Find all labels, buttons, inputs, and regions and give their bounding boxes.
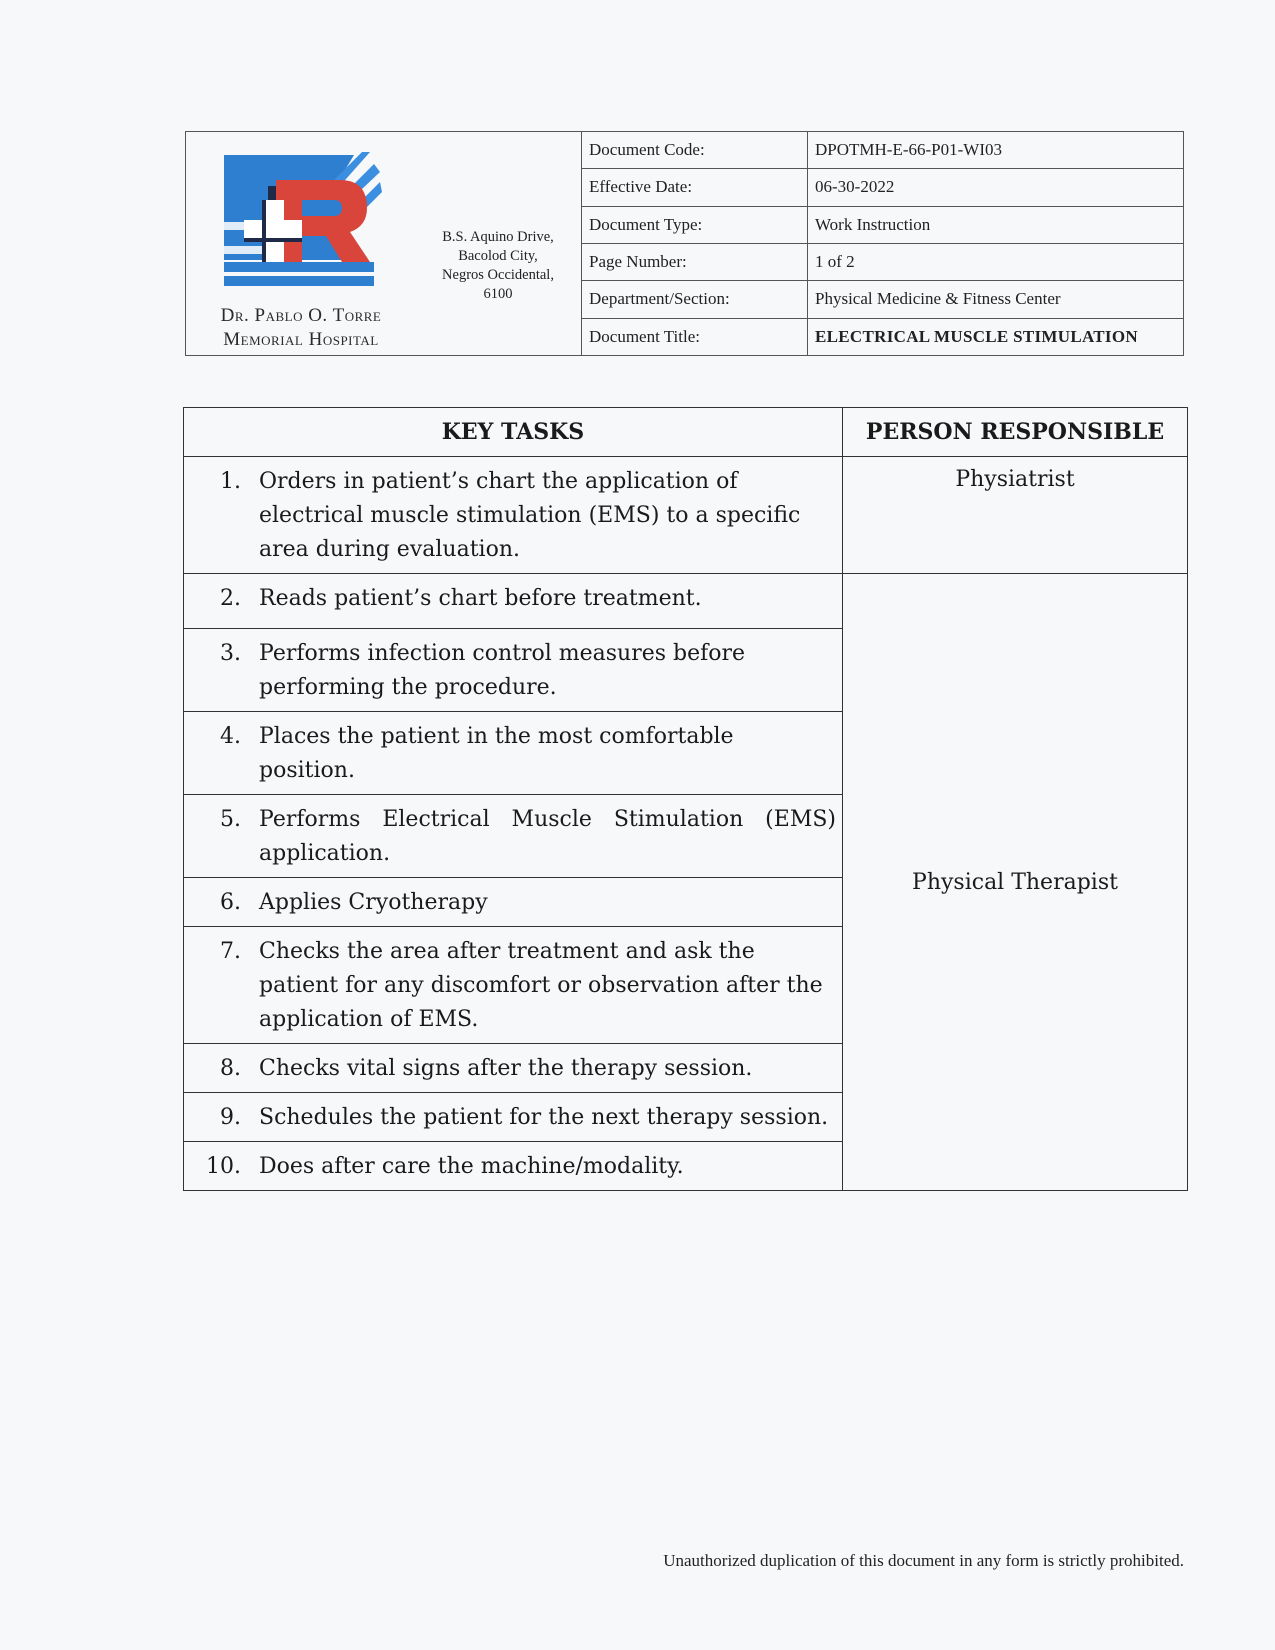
task-text: Places the patient in the most comfortable position. — [259, 724, 734, 783]
hospital-cross-logo-icon — [222, 150, 382, 300]
task-number: 10. — [206, 1154, 241, 1179]
task-text: Orders in patient’s chart the application of electrical muscle stimulation (EMS) to a specific area during evaluation. — [259, 469, 801, 562]
meta-row-document-code — [582, 132, 1183, 169]
key-tasks-header: KEY TASKS — [184, 408, 843, 457]
footer-disclaimer: Unauthorized duplication of this document in any form is strictly prohibited. — [663, 1551, 1184, 1570]
task-cell — [184, 574, 843, 629]
address-line: B.S. Aquino Drive, — [442, 229, 554, 245]
task-number: 6. — [220, 890, 241, 915]
task-number: 7. — [220, 939, 241, 964]
task-cell — [184, 712, 843, 795]
meta-row-page-number — [582, 244, 1183, 281]
person-physical-therapist: Physical Therapist — [843, 574, 1188, 1191]
table-row — [184, 574, 1188, 629]
hospital-name-line2: Memorial Hospital — [223, 329, 379, 350]
task-text: Performs Electrical Muscle Stimulation (EMS) application. — [259, 807, 836, 866]
meta-value: 06-30-2022 — [815, 177, 895, 197]
task-number: 4. — [220, 724, 241, 749]
meta-label: Document Code: — [582, 132, 808, 168]
task-text: Applies Cryotherapy — [259, 890, 488, 915]
meta-row-effective-date — [582, 169, 1183, 206]
hospital-name — [186, 304, 416, 352]
task-cell — [184, 1093, 843, 1142]
task-text: Checks the area after treatment and ask the patient for any discomfort or observation after the application of EMS. — [259, 939, 823, 1032]
meta-label: Department/Section: — [582, 281, 808, 317]
person-physiatrist: Physiatrist — [843, 457, 1188, 574]
document-title: ELECTRICAL MUSCLE STIMULATION — [815, 326, 1138, 346]
task-number: 1. — [220, 469, 241, 494]
task-cell — [184, 457, 843, 574]
task-cell — [184, 1044, 843, 1093]
task-text: Checks vital signs after the therapy session. — [259, 1056, 753, 1081]
task-number: 5. — [220, 807, 241, 832]
meta-label: Document Type: — [582, 207, 808, 243]
address-line: Bacolod City, — [458, 248, 538, 264]
task-text: Performs infection control measures before performing the procedure. — [259, 641, 746, 700]
task-cell — [184, 1142, 843, 1191]
meta-label: Document Title: — [582, 319, 808, 355]
meta-label: Effective Date: — [582, 169, 808, 205]
meta-row-document-type — [582, 207, 1183, 244]
meta-label: Page Number: — [582, 244, 808, 280]
task-number: 2. — [220, 586, 241, 611]
task-number: 8. — [220, 1056, 241, 1081]
key-tasks-table — [183, 407, 1188, 1191]
task-cell — [184, 927, 843, 1044]
person-responsible-header: PERSON RESPONSIBLE — [843, 408, 1188, 457]
document-meta-table — [582, 132, 1183, 355]
hospital-address — [418, 228, 578, 304]
task-cell — [184, 878, 843, 927]
meta-value: 1 of 2 — [815, 252, 855, 272]
document-header — [185, 131, 1184, 356]
task-text: Schedules the patient for the next therapy session. — [259, 1105, 829, 1130]
task-number: 9. — [220, 1105, 241, 1130]
meta-row-document-title — [582, 319, 1183, 355]
meta-row-department — [582, 281, 1183, 318]
table-row — [184, 457, 1188, 574]
meta-value: Work Instruction — [815, 214, 931, 234]
address-line: Negros Occidental, — [442, 267, 554, 283]
hospital-logo-cell — [186, 132, 582, 355]
task-number: 3. — [220, 641, 241, 666]
meta-value: Physical Medicine & Fitness Center — [815, 289, 1061, 309]
task-text: Does after care the machine/modality. — [259, 1154, 684, 1179]
task-text: Reads patient’s chart before treatment. — [259, 586, 702, 611]
task-cell — [184, 795, 843, 878]
task-cell — [184, 629, 843, 712]
address-line: 6100 — [483, 286, 513, 302]
table-header-row — [184, 408, 1188, 457]
hospital-name-line1: Dr. Pablo O. Torre — [220, 305, 382, 326]
meta-value: DPOTMH-E-66-P01-WI03 — [815, 140, 1002, 160]
